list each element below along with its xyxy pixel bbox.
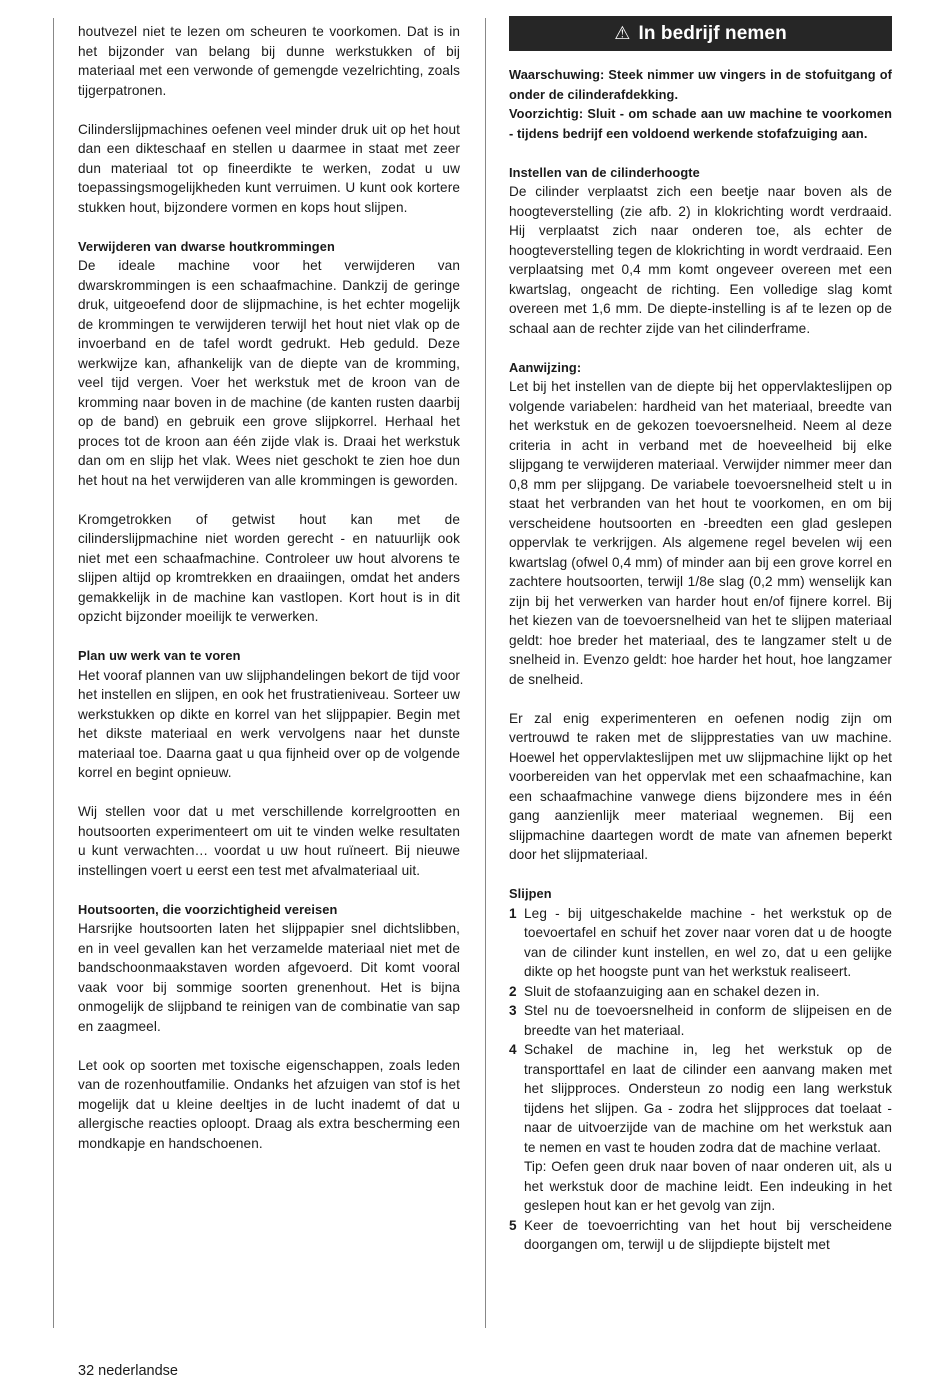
- paragraph: Let ook op soorten met toxische eigenschappen, zoals leden van de rozenhoutfamilie. Ondanks het afzuigen van stof is het mogelijk dat u kleine deeltjes in de lucht inademt of dat u allergische reacties oploopt. Draag als extra bescherming een mondkapje en handschoenen.: [78, 1057, 460, 1151]
- paragraph: Kromgetrokken of getwist hout kan met de cilinderslijpmachine niet worden gerecht - en natuurlijk ook niet met een schaafmachine. Controleer uw hout alvorens te slijpen altijd op kromtrekken en draaiingen, omdat het anders gemakkelijk in de machine kan vastlopen. Kort hout is in dit opzicht bijzonder moeilijk te verwerken.: [78, 511, 460, 624]
- footer-language: nederlandse: [98, 1363, 178, 1379]
- step-text: Leg - bij uitgeschakelde machine - het werkstuk op de toevoertafel en schuif het zover naar voren dat u de hoogte van de cilinder kunt instellen, en wel zo, dat u een gelijke dikte op het hoogste punt van het werkstuk realiseert.: [524, 905, 892, 979]
- paragraph: Cilinderslijpmachines oefenen veel minder druk uit op het hout dan een dikteschaaf en stellen u daarmee in staat met zeer dun materiaal tot op fineerdikte te werken, zodat u uw toepassingsmogelijkheden kunt verruimen. U kunt ook kortere stukken hout, bijzondere vormen en kops hout slijpen.: [78, 121, 460, 215]
- right-column: [509, 16, 892, 1255]
- step-number: 3: [509, 1003, 517, 1018]
- paragraph: De cilinder verplaatst zich een beetje naar boven als de hoogteverstelling (zie afb. 2) in klokrichting wordt verdraaid. Hij verplaatst zich naar onderen toe, als echter de hoogteverstelling tegen de klokrichting in wordt verdraaid. Een verplaatsing met 0,4 mm komt ongeveer overeen met een kwartslag, ongeacht de richting. Een volledige slag komt overeen met 1,6 mm. De diepte-instelling is af te lezen op de schaal aan de rechter zijde van het cilinderframe.: [509, 184, 892, 336]
- step-text: Keer de toevoerrichting van het hout bij verscheidene doorgangen om, terwijl u de slijpdiepte bijstelt met: [524, 1217, 892, 1252]
- list-item: [509, 1216, 892, 1255]
- step-text: Stel nu de toevoersnelheid in conform de slijpeisen en de breedte van het materiaal.: [524, 1003, 892, 1038]
- left-column: [78, 22, 460, 1173]
- subheading-wood-types: Houtsoorten, die voorzichtigheid vereisen: [78, 901, 338, 917]
- warning-triangle-icon: ⚠: [614, 22, 631, 43]
- paragraph: Het vooraf plannen van uw slijphandelingen bekort de tijd voor het instellen en slijpen, en ook het frustratieniveau. Sorteer uw werkstukken op dikte en korrel van het slijppapier. Begin met het dikste materiaal en werk vervolgens naar het dunste materiaal toe. Daarna gaat u qua fijnheid over op de volgende korrel en begint opnieuw.: [78, 667, 460, 780]
- section-title: In bedrijf nemen: [638, 22, 787, 44]
- step-tip: Tip: Oefen geen druk naar boven of naar onderen uit, als u het werkstuk door de machine leidt. Een indeuking in het geslepen hout kan er het gevolg van zijn.: [524, 1159, 892, 1213]
- step-text: Schakel de machine in, leg het werkstuk op de transporttafel en laat de cilinder een aanvang maken met het slijpproces. Ondersteun zo nodig een lang werkstuk tijdens het slijpen. Ga - zodra het slijpproces dat toelaat - naar de uitvoerzijde van de machine om het werkstuk aan te nemen en vast te houden zodra dat de machine verlaat.: [524, 1042, 892, 1155]
- list-item: [509, 904, 892, 982]
- paragraph: Harsrijke houtsoorten laten het slijppapier snel dichtslibben, en in veel gevallen kan het verzamelde materiaal niet met de bandschoonmaakstaven worden afgevoerd. Dit komt vooral vaak voor bij sommige soorten grenenhout. Het is bijna onmogelijk de slijpband te reinigen van de combinatie van sap en zaagmeel.: [78, 921, 460, 1034]
- subheading-cross-warp: Verwijderen van dwarse houtkrommingen: [78, 238, 335, 254]
- list-item: [509, 1001, 892, 1040]
- left-margin-rule: [53, 18, 54, 1328]
- paragraph: De ideale machine voor het verwijderen van dwarskrommingen is een schaafmachine. Dankzij de geringe druk, uitgeoefend door de slijpmachine, is het echter mogelijk de krommingen te verwijderen terwijl het hout niet vlak op de invoerband en de tafel wordt gedrukt. Heb geduld. Deze werkwijze kan, afhankelijk van de diepte van de kromming, veel tijd vergen. Voer het werkstuk met de kroon van de kromming naar boven in de machine (de kanten rusten daarbij op de band) en gebruik een grove slijpkorrel. Herhaal het proces tot de kroon aan één zijde vlak is. Draai het werkstuk dan om en slijp het vlak. Wees niet geschokt te zien hoe dun het hout na het verwijderen van alle krommingen is geworden.: [78, 258, 460, 488]
- subheading-plan-ahead: Plan uw werk van te voren: [78, 648, 241, 663]
- warning-text: Waarschuwing: Steek nimmer uw vingers in de stofuitgang of onder de cilinderafdekking.: [509, 67, 892, 102]
- page-number: 32: [78, 1363, 95, 1379]
- safety-notice: [509, 65, 892, 143]
- step-number: 4: [509, 1042, 517, 1057]
- page-footer: [78, 1363, 178, 1379]
- paragraph: houtvezel niet te lezen om scheuren te voorkomen. Dat is in het bijzonder van belang bij dunne werkstukken of bij materiaal met een verwonde of gemengde vezelrichting, zoals tijgerpatronen.: [78, 24, 460, 98]
- step-number: 2: [509, 983, 517, 999]
- column-divider-rule: [485, 18, 486, 1328]
- subheading-sanding: Slijpen: [509, 886, 552, 901]
- paragraph: Let bij het instellen van de diepte bij het oppervlakteslijpen op volgende variabelen: hardheid van het materiaal, breedte van het werkstuk en de gekozen toevoersnelheid. Neem al deze criteria in acht in verband met de hoeveelheid bij elke slijpgang te verwijderen materiaal. Verwijder nimmer meer dan 0,8 mm per slijpgang. De variabele toevoersnelheid stelt u in staat het verbranden van het hout te voorkomen, en om bij verscheidene houtsoorten en -breedten een glad geslepen oppervlak te verkrijgen. Als algemene regel bevelen wij een kwartslag (ofwel 0,4 mm) of minder aan bij een grove korrel en zachtere houtsoorten, terwijl 1/8e slag (0,2 mm) wenselijk kan zijn bij het verwerken van harder hout en/of fijnere korrel. Bij het kiezen van de toevoersnelheid van het te slijpen materiaal geldt: hoe breder het materiaal, des te langzamer stelt u de snelheid in. Evenzo geldt: hoe harder het hout, hoe langzamer de snelheid.: [509, 379, 892, 687]
- step-number: 5: [509, 1217, 517, 1233]
- paragraph: Er zal enig experimenteren en oefenen nodig zijn om vertrouwd te raken met de slijpprestaties van uw machine. Hoewel het oppervlakteslijpen met uw slijpmachine lijkt op het voorbereiden van het oppervlak met een schaafmachine, kan een schaafmachine vanwege diens bijzondere mes in één gang aanzienlijk meer materiaal wegnemen. Bij een slijpmachine daartegen wordt de mate van afnemen beperkt door het slijpmateriaal.: [509, 710, 892, 862]
- subheading-note: Aanwijzing:: [509, 359, 582, 375]
- sanding-steps: [509, 904, 892, 1255]
- step-number: 1: [509, 905, 517, 921]
- section-header: [509, 16, 892, 51]
- subheading-cylinder-height: Instellen van de cilinderhoogte: [509, 164, 700, 180]
- list-item: [509, 982, 892, 1002]
- paragraph: Wij stellen voor dat u met verschillende korrelgrootten en houtsoorten experimenteert om uit te vinden welke resultaten u kunt verwachten… voordat u uw hout ruïneert. Bij nieuwe instellingen voert u eerst een test met afvalmateriaal uit.: [78, 804, 460, 878]
- step-text: Sluit de stofaanzuiging aan en schakel dezen in.: [524, 983, 820, 999]
- list-item: [509, 1040, 892, 1216]
- caution-text: Voorzichtig: Sluit - om schade aan uw machine te voorkomen - tijdens bedrijf een voldoend werkende stofafzuiging aan.: [509, 106, 892, 141]
